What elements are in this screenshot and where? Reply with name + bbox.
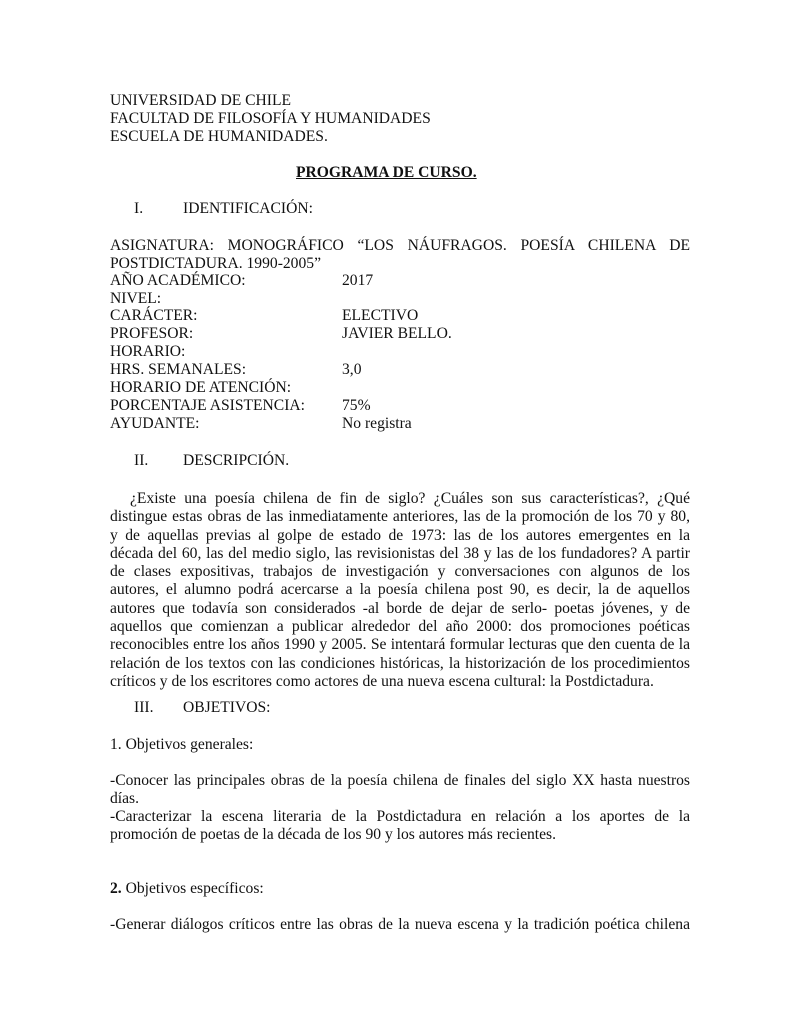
- section-number-3: III.: [134, 699, 154, 716]
- objective-line: -Conocer las principales obras de la poesía chilena de finales del siglo XX hasta nuestros: [110, 772, 690, 789]
- description-line: ¿Existe una poesía chilena de fin de siglo? ¿Cuáles son sus características?, ¿Qué: [130, 490, 690, 507]
- section-title-description: DESCRIPCIÓN.: [183, 452, 290, 469]
- course-name-line: POSTDICTADURA. 1990-2005”: [110, 255, 321, 273]
- objective-line: días.: [110, 790, 140, 808]
- info-row-character: [110, 307, 690, 325]
- description-line: críticos y de los escritores como actores de una nueva escena cultural: la Postdictadura.: [110, 672, 654, 690]
- info-label: HRS. SEMANALES:: [110, 361, 247, 378]
- description-line: reconocibles entre los años 1990 y 2005. Se intentará formular lecturas que den cuenta de la: [110, 636, 690, 654]
- info-value: JAVIER BELLO.: [342, 325, 452, 342]
- description-line: autores que todavía son considerados -al borde de dejar de serlo- poetas jóvenes, y de: [110, 599, 690, 617]
- info-label: PROFESOR:: [110, 325, 194, 342]
- info-row-professor: [110, 325, 690, 343]
- info-label: CARÁCTER:: [110, 307, 198, 324]
- school-name: ESCUELA DE HUMANIDADES.: [110, 128, 328, 145]
- general-objective-item: [110, 808, 690, 845]
- institution-header: [110, 92, 431, 146]
- document-title: PROGRAMA DE CURSO.: [296, 164, 477, 181]
- specific-heading-number: 2.: [110, 880, 122, 897]
- faculty-name: FACULTAD DE FILOSOFÍA Y HUMANIDADES: [110, 110, 431, 127]
- info-value: 75%: [342, 397, 371, 414]
- description-line: década del 60, las del medio siglo, las revisionistas del 38 y las de los fundadores? A partir: [110, 544, 690, 562]
- info-row-schedule: [110, 343, 690, 361]
- info-value: 3,0: [342, 361, 362, 378]
- objective-line: promoción de poetas de la década de los 90 y los autores más recientes.: [110, 826, 557, 844]
- info-label: HORARIO DE ATENCIÓN:: [110, 379, 292, 396]
- info-row-attendance: [110, 397, 690, 415]
- info-label: HORARIO:: [110, 343, 186, 360]
- info-label: PORCENTAJE ASISTENCIA:: [110, 397, 305, 414]
- description-line: y de aquellas previas al golpe de estado de 1973: las de los autores emergentes en la: [110, 526, 690, 544]
- section-title-identification: IDENTIFICACIÓN:: [183, 200, 313, 217]
- description-line: aquellos que comienzan a publicar alrededor del año 2000: dos promociones poéticas: [110, 618, 690, 636]
- info-row-year: [110, 272, 690, 290]
- general-objectives-heading: 1. Objetivos generales:: [110, 736, 254, 753]
- section-title-objectives: OBJETIVOS:: [183, 699, 271, 716]
- specific-objective-item: [110, 916, 690, 934]
- description-line: de clases expositivas, trabajos de investigación y conversaciones con algunos de los: [110, 563, 690, 581]
- info-label: NIVEL:: [110, 290, 162, 307]
- description-line: autores, el alumno podrá acercarse a la poesía chilena post 90, es decir, la de aquellos: [110, 581, 690, 599]
- general-objective-item: [110, 772, 690, 809]
- description-paragraph: [110, 490, 690, 691]
- info-row-level: [110, 290, 690, 308]
- section-number-1: I.: [134, 200, 144, 217]
- objective-line: -Caracterizar la escena literaria de la Postdictadura en relación a los aportes de la: [110, 808, 690, 825]
- info-row-assistant: [110, 415, 690, 433]
- course-name-line: ASIGNATURA: MONOGRÁFICO “LOS NÁUFRAGOS. POESÍA CHILENA DE: [110, 237, 690, 254]
- info-value: 2017: [342, 272, 374, 289]
- specific-heading-text: Objetivos específicos:: [121, 880, 264, 897]
- info-row-office-hours: [110, 379, 690, 397]
- info-value: ELECTIVO: [342, 307, 419, 324]
- specific-objectives-heading: [110, 880, 264, 898]
- course-name: [110, 237, 690, 274]
- info-label: AÑO ACADÉMICO:: [110, 272, 246, 289]
- objective-line: -Generar diálogos críticos entre las obras de la nueva escena y la tradición poética chilena: [110, 916, 690, 933]
- info-value: No registra: [342, 415, 412, 432]
- info-row-weekly-hours: [110, 361, 690, 379]
- section-number-2: II.: [134, 452, 149, 469]
- info-label: AYUDANTE:: [110, 415, 200, 432]
- description-line: distingue estas obras de las inmediatamente anteriores, las de la promoción de los 70 y 80,: [110, 508, 690, 526]
- description-line: relación de los textos con las condiciones históricas, la historización de los procedimientos: [110, 654, 690, 672]
- university-name: UNIVERSIDAD DE CHILE: [110, 92, 292, 109]
